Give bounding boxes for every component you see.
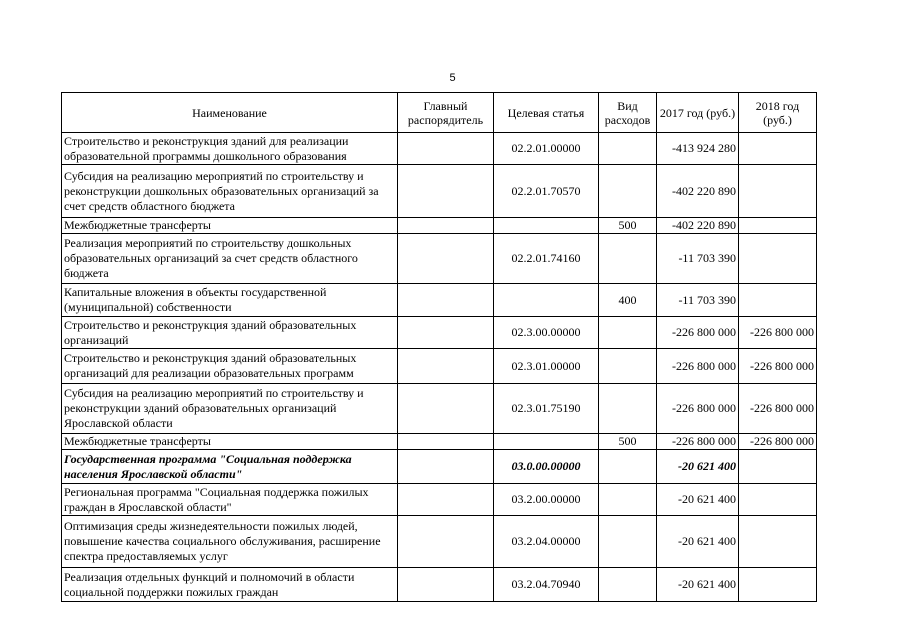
cell-2017: -20 621 400 [657,484,739,516]
cell-2018 [739,165,817,218]
cell-manager [398,218,494,234]
budget-table [61,92,817,602]
cell-target [494,284,599,317]
cell-type [599,516,657,568]
cell-type [599,384,657,434]
cell-2017: -226 800 000 [657,317,739,349]
cell-name: Оптимизация среды жизнедеятельности пожилых людей, повышение качества социального обслуживания, расширение спектра предоставляемых услуг [62,516,398,568]
cell-name: Региональная программа "Социальная поддержка пожилых граждан в Ярославской области" [62,484,398,516]
cell-2018 [739,568,817,602]
cell-2017: -226 800 000 [657,434,739,450]
table-row [62,484,817,516]
cell-2017: -413 924 280 [657,133,739,165]
table-row-program [62,450,817,484]
cell-manager [398,284,494,317]
cell-target: 02.3.00.00000 [494,317,599,349]
table-row [62,218,817,234]
cell-2017: -20 621 400 [657,568,739,602]
cell-2018 [739,484,817,516]
cell-name: Строительство и реконструкция зданий образовательных организаций [62,317,398,349]
cell-2018 [739,218,817,234]
cell-type: 400 [599,284,657,317]
cell-manager [398,133,494,165]
cell-2018 [739,133,817,165]
cell-name: Реализация мероприятий по строительству дошкольных образовательных организаций за счет средств областного бюджета [62,234,398,284]
table-row [62,234,817,284]
cell-name: Государственная программа "Социальная поддержка населения Ярославской области" [62,450,398,484]
header-type: Вид расходов [599,93,657,133]
cell-target: 03.2.04.00000 [494,516,599,568]
cell-target: 02.2.01.00000 [494,133,599,165]
cell-target [494,434,599,450]
cell-target [494,218,599,234]
cell-2017: -402 220 890 [657,218,739,234]
header-2017: 2017 год (руб.) [657,93,739,133]
cell-type [599,568,657,602]
cell-type [599,484,657,516]
cell-2018: -226 800 000 [739,384,817,434]
cell-2018: -226 800 000 [739,317,817,349]
table-row [62,317,817,349]
cell-target: 03.0.00.00000 [494,450,599,484]
cell-target: 02.3.01.00000 [494,349,599,384]
cell-manager [398,434,494,450]
cell-manager [398,516,494,568]
table-row [62,516,817,568]
table-row [62,384,817,434]
cell-type: 500 [599,218,657,234]
cell-name: Капитальные вложения в объекты государственной (муниципальной) собственности [62,284,398,317]
cell-target: 03.2.04.70940 [494,568,599,602]
cell-name: Строительство и реконструкция зданий образовательных организаций для реализации образовательных программ [62,349,398,384]
cell-2017: -11 703 390 [657,234,739,284]
cell-type [599,234,657,284]
header-name: Наименование [62,93,398,133]
cell-2018 [739,516,817,568]
cell-2017: -226 800 000 [657,349,739,384]
cell-type [599,165,657,218]
cell-target: 02.2.01.74160 [494,234,599,284]
cell-manager [398,484,494,516]
cell-2018 [739,234,817,284]
cell-2017: -402 220 890 [657,165,739,218]
cell-manager [398,234,494,284]
table-row [62,434,817,450]
cell-name: Реализация отдельных функций и полномочий в области социальной поддержки пожилых граждан [62,568,398,602]
cell-type [599,133,657,165]
cell-2017: -20 621 400 [657,450,739,484]
cell-target: 03.2.00.00000 [494,484,599,516]
header-manager: Главный распорядитель [398,93,494,133]
table-row [62,284,817,317]
cell-manager [398,317,494,349]
cell-manager [398,384,494,434]
cell-manager [398,349,494,384]
cell-2018 [739,284,817,317]
cell-name: Межбюджетные трансферты [62,218,398,234]
header-2018: 2018 год (руб.) [739,93,817,133]
cell-type [599,450,657,484]
cell-2018: -226 800 000 [739,349,817,384]
cell-manager [398,568,494,602]
table-row [62,133,817,165]
cell-type [599,349,657,384]
cell-type [599,317,657,349]
table-row [62,349,817,384]
cell-name: Субсидия на реализацию мероприятий по строительству и реконструкции дошкольных образовательных организаций за счет средств областного бюджета [62,165,398,218]
page-number: 5 [449,72,456,84]
cell-name: Межбюджетные трансферты [62,434,398,450]
cell-target: 02.2.01.70570 [494,165,599,218]
cell-manager [398,165,494,218]
table-row [62,568,817,602]
header-target: Целевая статья [494,93,599,133]
cell-target: 02.3.01.75190 [494,384,599,434]
cell-manager [398,450,494,484]
cell-name: Субсидия на реализацию мероприятий по строительству и реконструкции зданий образовательных организаций Ярославской области [62,384,398,434]
cell-2017: -226 800 000 [657,384,739,434]
cell-2017: -20 621 400 [657,516,739,568]
cell-2018: -226 800 000 [739,434,817,450]
table-row [62,165,817,218]
table-header-row [62,93,817,133]
cell-2018 [739,450,817,484]
cell-name: Строительство и реконструкция зданий для реализации образовательной программы дошкольного образования [62,133,398,165]
cell-2017: -11 703 390 [657,284,739,317]
cell-type: 500 [599,434,657,450]
